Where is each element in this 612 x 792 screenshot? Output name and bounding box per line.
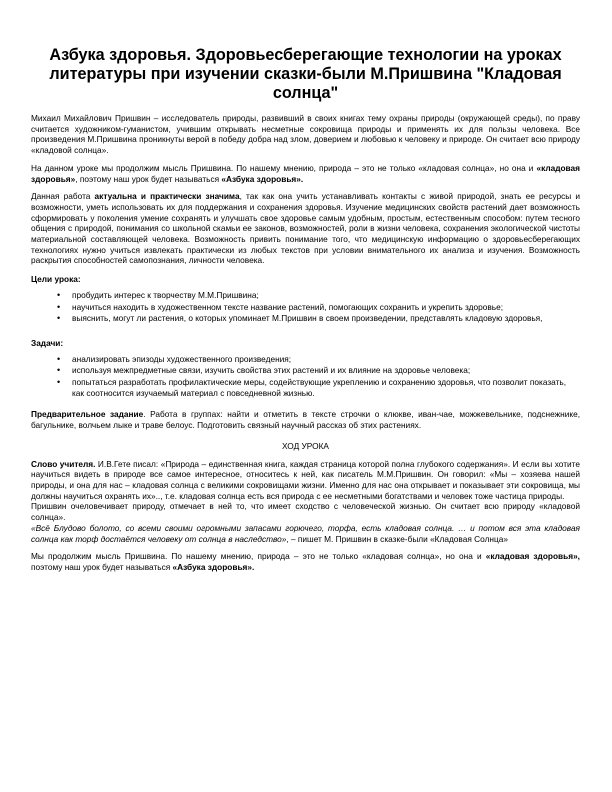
teacher-paragraph: Слово учителя. И.В.Гете писал: «Природа – единственная книга, каждая страница которой полна глубокого содержания». И если вы хотите научиться видеть в природе все самое интересное, относитесь к ней, как писатель М.М.Пришвин. Он говорил: «Мы – хозяева нашей природы, и она для нас – кладовая солнца с великими сокровищами жизни. Именно для нас она открывает и показывает эти сокровища, мы должны научиться охранять их».., т.е. кладовая солнца есть вся природа с ее несметными богатствами и человек тоже частица природы. — [31, 458, 580, 501]
quote-paragraph: «Всё Блудово болото, со всеми своими огромными запасами горючего, торфа, есть кладовая солнца. … и потом вся эта кладовая солнца как торф достаётся человеку от солнца в наследство», – пишет М. Пришвин в сказке-были «Кладовая Солнца» — [31, 522, 580, 544]
tasks-list — [31, 354, 580, 399]
intro-paragraph: Михаил Михайлович Пришвин – исследователь природы, развивший в своих книгах тему охраны природы (окружающей среды), по праву считается художником-гуманистом, учившим открывать несметные сокровища природы и применять их для пользы человека. Все произведения М.Пришвина проникнуты верой в победу добра над злом, доверием и любовью к человеку и природе. Он считает всю природу «кладовой солнца». — [31, 113, 580, 156]
lesson-heading: ХОД УРОКА — [282, 440, 329, 451]
topic-paragraph: На данном уроке мы продолжим мысль Пришвина. По нашему мнению, природа – это не только «кладовая солнца», но она и «кладовая здоровья», поэтому наш урок будет называться «Азбука здоровья». — [31, 162, 580, 184]
relevance-paragraph: Данная работа актуальна и практически значима, так как она учить устанавливать контакты с живой природой, знать ее ресурсы и возможности, уметь использовать их для поддержания и сохранения здоровья. Изучение медицинских свойств растений дает возможность сформировать у поколения умение сохранять и улучшать свое здоровье самым удобным, простым, естественным способом: путем тесного общения с природой, понимания со школьной скамьи ее законов, возможностей, роли в жизни человека, сохранения экологической чистоты материальной составляющей человека. Возможность привить понимание того, что медицинскую информацию о здоровьесберегающих технологиях нужно учиться извлекать практически из любых текстов при условии внимательного их анализа и изучения. Возможность раскрытия способностей самопознания, личности человека. — [31, 191, 580, 266]
closing-paragraph: Мы продолжим мысль Пришвина. По нашему мнению, природа – это не только «кладовая солнца», но она и «кладовая здоровья», поэтому наш урок будет называться «Азбука здоровья». — [31, 551, 580, 572]
humanize-paragraph: Пришвин очеловечивает природу, отмечает в ней то, что имеет сходство с человеческой жизнью. Он считает всю природу «кладовой солнца». — [31, 501, 580, 523]
list-item: • используя межпредметные связи, изучить свойства этих растений и их влияние на здоровье человека; — [57, 365, 580, 376]
list-item: • попытаться разработать профилактические меры, содействующие укреплению и сохранению здоровья, что позволит показать, как соотносится изучаемый материал с повседневной жизнью. — [57, 377, 580, 398]
list-item: • научиться находить в художественном тексте название растений, помогающих сохранить и укрепить здоровье; — [57, 302, 580, 313]
list-item: • анализировать эпизоды художественного произведения; — [57, 354, 580, 365]
tasks-heading: Задачи: — [31, 337, 64, 348]
preliminary-task-paragraph: Предварительное задание. Работа в группах: найти и отметить в тексте строчки о клюкве, иван-чае, можжевельнике, подснежнике, багульнике, волчьем лыке и траве белоус. Подготовить связный научный рассказ об этих растениях. — [31, 409, 580, 431]
list-item: • пробудить интерес к творчеству М.М.Пришвина; — [57, 290, 580, 301]
goals-heading: Цели урока: — [31, 274, 81, 285]
list-item: • выяснить, могут ли растения, о которых упоминает М.Пришвин в своем произведении, представлять кладовую здоровья, — [57, 313, 580, 324]
goals-list — [31, 290, 580, 324]
document-title: Азбука здоровья. Здоровьесберегающие технологии на уроках литературы при изучении сказки-были М.Пришвина "Кладовая солнца" — [49, 46, 562, 102]
